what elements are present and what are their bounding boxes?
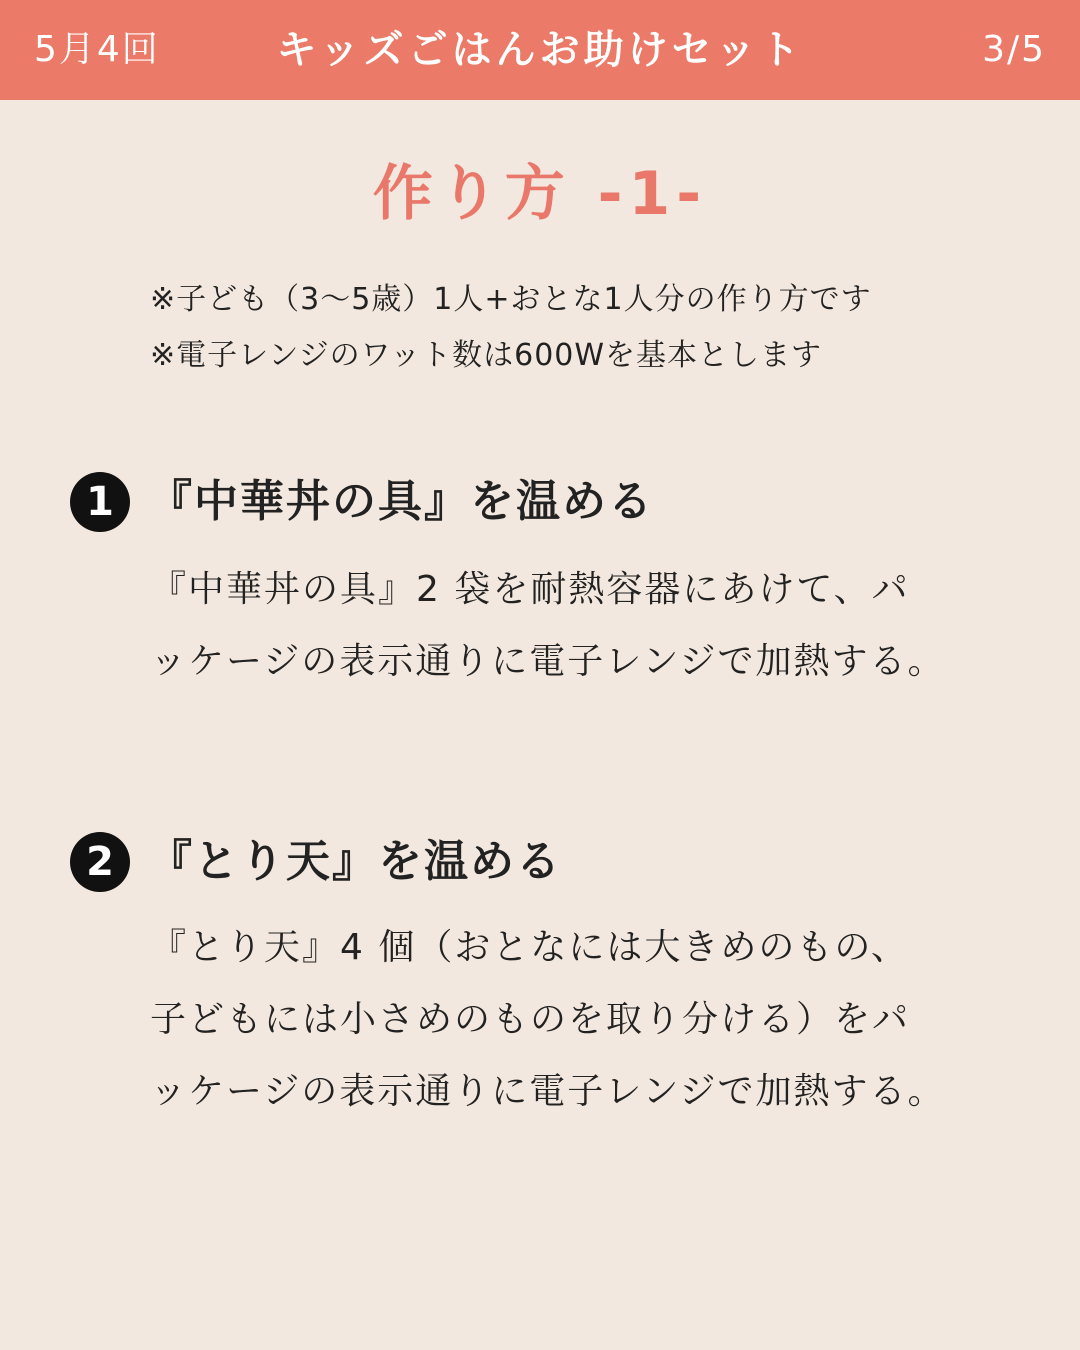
page-title: 作り方 -1- — [372, 159, 708, 229]
step-number-badge: 1 — [70, 472, 130, 532]
step-text-line: 『とり天』4 個（おとなには大きめのもの、 — [150, 927, 909, 968]
step-text-line: ッケージの表示通りに電子レンジで加熱する。 — [150, 641, 946, 682]
step-heading: 『とり天』を温める — [148, 836, 562, 887]
step-heading: 『中華丼の具』を温める — [148, 476, 654, 527]
header-bar — [0, 0, 1080, 100]
step-number-badge: 2 — [70, 832, 130, 892]
page-indicator: 3/5 — [982, 29, 1046, 70]
issue-label: 5月4回 — [34, 29, 160, 70]
header-title: キッズごはんお助けセット — [276, 27, 804, 73]
step-text-line: 『中華丼の具』2 袋を耐熱容器にあけて、パ — [150, 569, 910, 610]
note-microwave: ※電子レンジのワット数は600Wを基本とします — [150, 338, 823, 373]
note-servings: ※子ども（3〜5歳）1人+おとな1人分の作り方です — [150, 282, 872, 317]
step-text-line: ッケージの表示通りに電子レンジで加熱する。 — [150, 1071, 946, 1112]
step-text-line: 子どもには小さめのものを取り分ける）をパ — [150, 999, 911, 1040]
